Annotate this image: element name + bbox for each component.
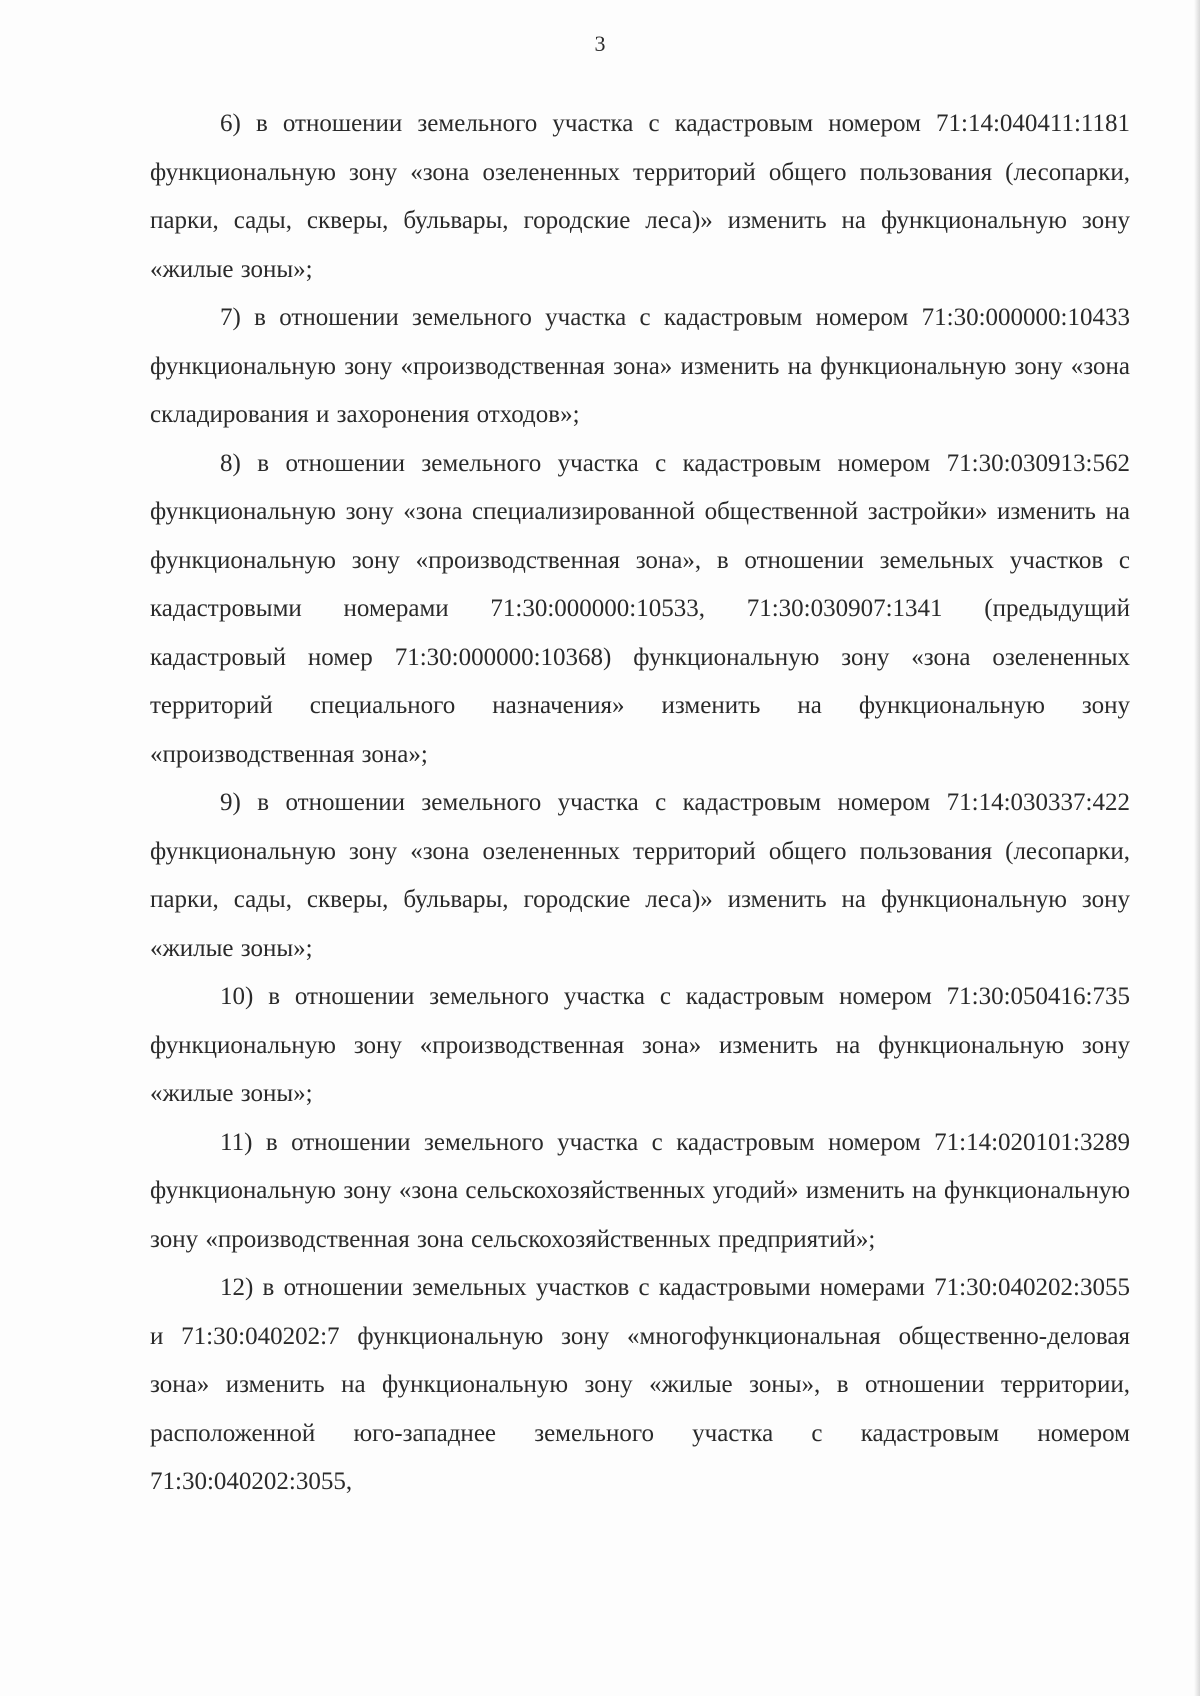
scan-edge-shadow [1194, 0, 1200, 1696]
paragraph-item-12: 12) в отношении земельных участков с кадастровыми номерами 71:30:040202:3055 и 71:30:040202:7 функциональную зону «многофункциональная общественно-деловая зона» изменить на функциональную зону «жилые зоны», в отношении территории, расположенной юго-западнее земельного участка с кадастровым номером 71:30:040202:3055, [150, 1274, 1130, 1495]
paragraph-item-10: 10) в отношении земельного участка с кадастровым номером 71:30:050416:735 функциональную зону «производственная зона» изменить на функциональную зону «жилые зоны»; [150, 983, 1130, 1107]
paragraph-item-11: 11) в отношении земельного участка с кадастровым номером 71:14:020101:3289 функциональную зону «зона сельскохозяйственных угодий» изменить на функциональную зону «производственная зона сельскохозяйственных предприятий»; [150, 1128, 1130, 1253]
page-number: 3 [594, 31, 606, 56]
paragraph-item-7: 7) в отношении земельного участка с кадастровым номером 71:30:000000:10433 функциональную зону «производственная зона» изменить на функциональную зону «зона складирования и захоронения отходов»; [150, 304, 1130, 428]
document-body [150, 100, 1130, 1507]
paragraph-item-6: 6) в отношении земельного участка с кадастровым номером 71:14:040411:1181 функциональную зону «зона озелененных территорий общего пользования (лесопарки, парки, сады, скверы, бульвары, городские леса)» изменить на функциональную зону «жилые зоны»; [150, 110, 1130, 283]
paragraph-item-9: 9) в отношении земельного участка с кадастровым номером 71:14:030337:422 функциональную зону «зона озелененных территорий общего пользования (лесопарки, парки, сады, скверы, бульвары, городские леса)» изменить на функциональную зону «жилые зоны»; [150, 789, 1130, 962]
paragraph-item-8: 8) в отношении земельного участка с кадастровым номером 71:30:030913:562 функциональную зону «зона специализированной общественной застройки» изменить на функциональную зону «производственная зона», в отношении земельных участков с кадастровыми номерами 71:30:000000:10533, 71:30:030907:1341 (предыдущий кадастровый номер 71:30:000000:10368) функциональную зону «зона озелененных территорий специального назначения» изменить на функциональную зону «производственная зона»; [150, 449, 1130, 768]
